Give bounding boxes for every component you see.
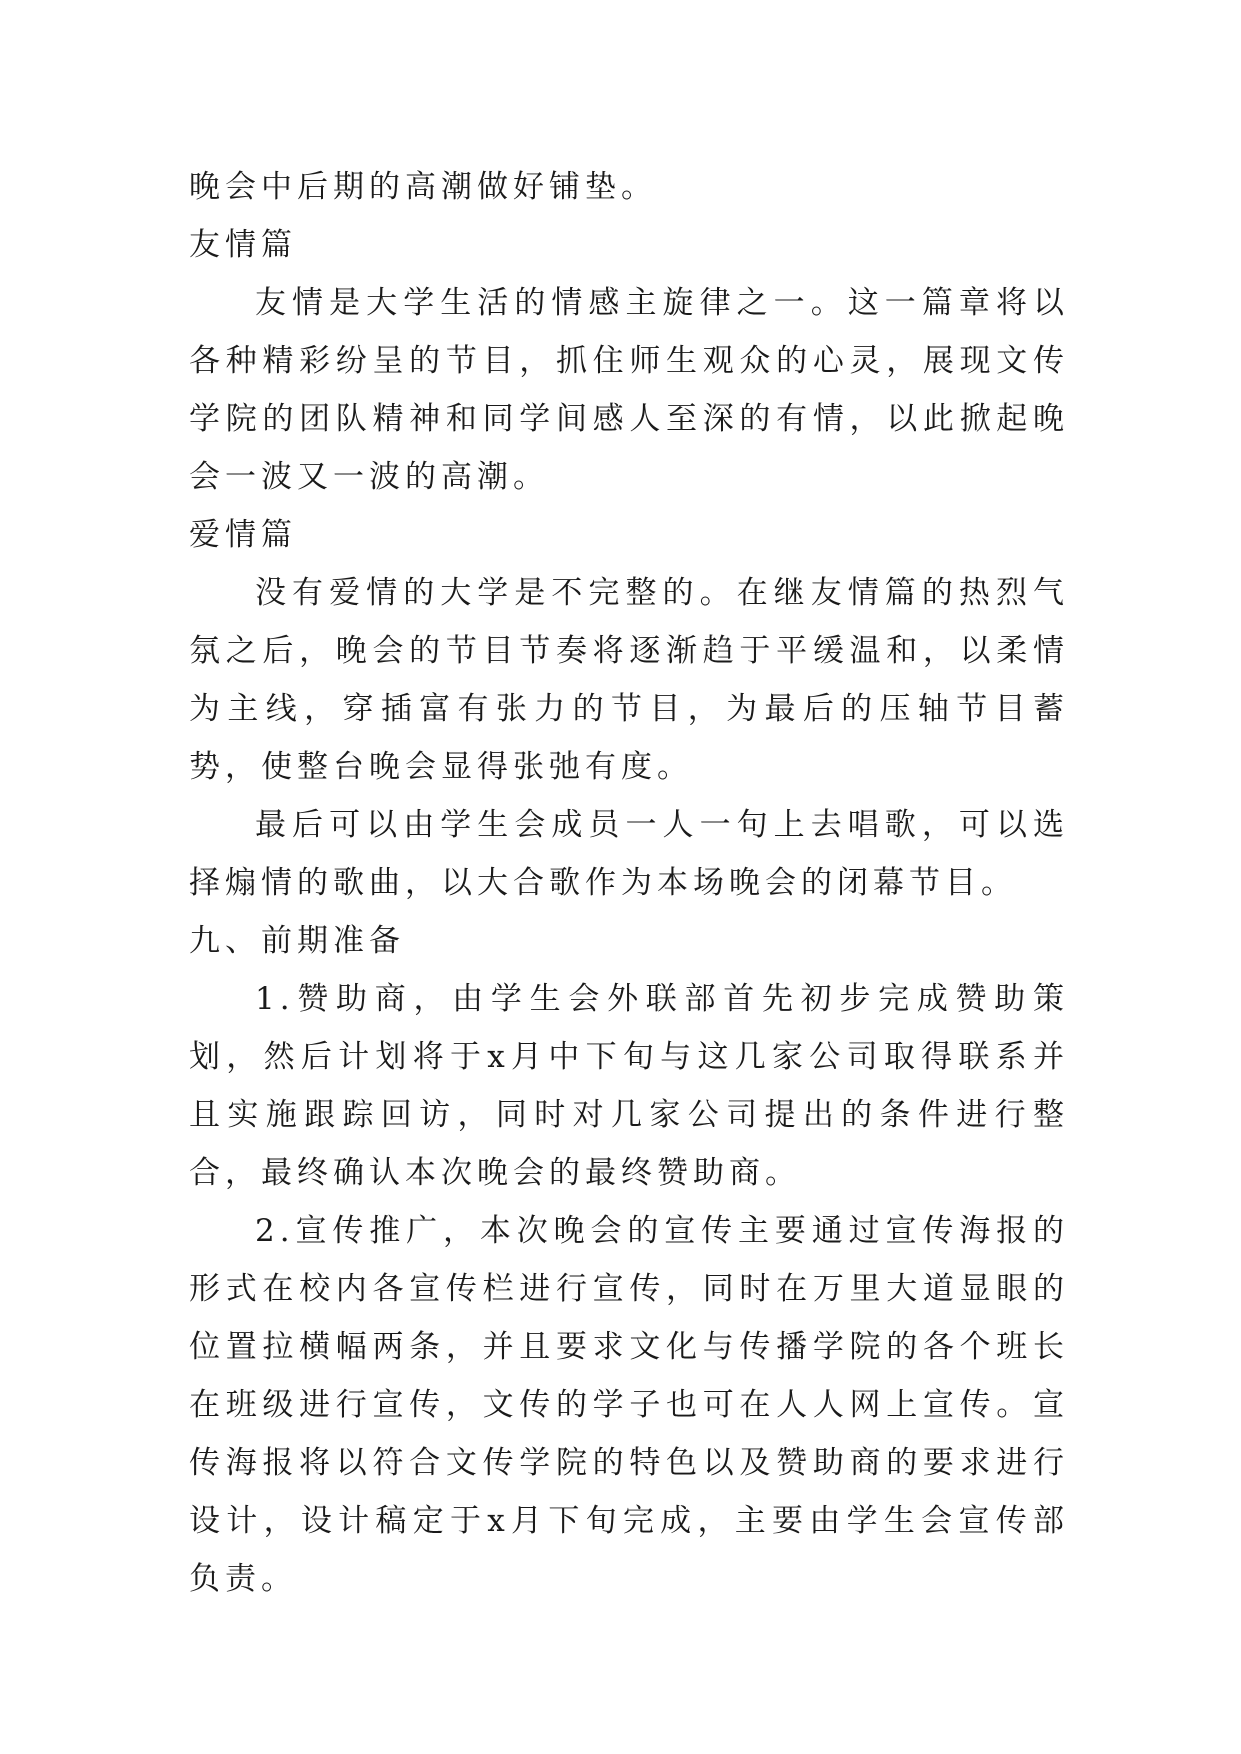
document-body <box>189 158 1069 1608</box>
paragraph-friendship: 友情是大学生活的情感主旋律之一。这一篇章将以各种精彩纷呈的节目，抓住师生观众的心灵，展现文传学院的团队精神和同学间感人至深的有情，以此掀起晚会一波又一波的高潮。 <box>189 285 1069 495</box>
section-heading-preparation: 九、前期准备 <box>189 923 405 959</box>
section-heading-friendship: 友情篇 <box>189 227 297 263</box>
section-heading-love: 爱情篇 <box>189 517 297 553</box>
paragraph-closing-song: 最后可以由学生会成员一人一句上去唱歌，可以选择煽情的歌曲，以大合歌作为本场晚会的闭幕节目。 <box>189 807 1069 901</box>
paragraph-continuation: 晚会中后期的高潮做好铺垫。 <box>189 169 657 205</box>
paragraph-promotion: 2.宣传推广，本次晚会的宣传主要通过宣传海报的形式在校内各宣传栏进行宣传，同时在万里大道显眼的位置拉横幅两条，并且要求文化与传播学院的各个班长在班级进行宣传，文传的学子也可在人人网上宣传。宣传海报将以符合文传学院的特色以及赞助商的要求进行设计，设计稿定于x月下旬完成，主要由学生会宣传部负责。 <box>189 1213 1069 1597</box>
paragraph-sponsors: 1.赞助商，由学生会外联部首先初步完成赞助策划，然后计划将于x月中下旬与这几家公司取得联系并且实施跟踪回访，同时对几家公司提出的条件进行整合，最终确认本次晚会的最终赞助商。 <box>189 981 1069 1191</box>
paragraph-love: 没有爱情的大学是不完整的。在继友情篇的热烈气氛之后，晚会的节目节奏将逐渐趋于平缓温和，以柔情为主线，穿插富有张力的节目，为最后的压轴节目蓄势，使整台晚会显得张弛有度。 <box>189 575 1069 785</box>
